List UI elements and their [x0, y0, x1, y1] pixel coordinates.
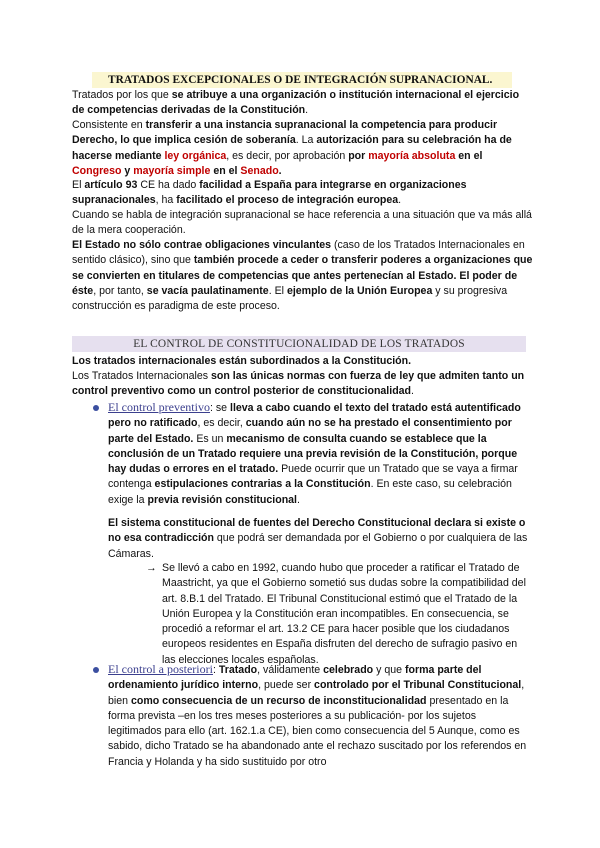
bold-text: ejemplo de la Unión Europea — [286, 284, 433, 297]
preventivo-paragraph — [108, 400, 528, 508]
maastricht-example: Se llevó a cabo en 1992, cuando hubo que proceder a ratificar el Tratado de Maastricht, ya que el Gobierno sometió sus dudas sobre la compatibilidad del art. 8.B.1 del Tratado. El Tribunal Constitucional estimó que el Tratado de la Unión Europea y la Constitución eran incompatibles. En consecuencia, se procedió a reformar el art. 13.2 CE para hacer posible que los ciudadanos europeos residentes en España disfruten del derecho de sufragio pasivo en las elecciones locales españolas. — [162, 562, 526, 666]
bold-text: artículo 93 — [84, 179, 138, 191]
posteriori-bullet-icon — [93, 667, 99, 673]
bold-text: estipulaciones contrarias a la Constitución — [154, 478, 371, 491]
section2-paragraph-1 — [72, 354, 534, 369]
text-run: Tratados por los que — [72, 89, 172, 101]
text-run: CE ha dado — [137, 179, 200, 191]
text-run: . — [411, 385, 414, 398]
section2-paragraph-2 — [72, 369, 534, 400]
bold-text: forma parte del ordenamiento jurídico interno — [108, 664, 482, 692]
text-run: , válidamente — [257, 664, 324, 676]
bold-text: celebrado — [323, 664, 374, 676]
bold-text: por — [348, 149, 369, 162]
section1-paragraph-4 — [72, 208, 534, 239]
bold-text: mecanismo de consulta cuando se establece que la conclusión de un Tratado requiere una previa revisión de la Constitución, porque hay dudas o errores en el tratado. — [108, 432, 518, 476]
bold-text: se atribuye a una organización o institución internacional el ejercicio de competencias derivadas de la Constitución — [72, 89, 520, 117]
text-run: Los Tratados Internacionales — [72, 370, 211, 382]
highlight-text: mayoría absoluta — [368, 149, 456, 162]
preventivo-body — [108, 402, 521, 506]
text-run: , ha — [155, 194, 177, 207]
posteriori-body — [108, 664, 526, 768]
text-run: , por tanto, — [93, 284, 147, 297]
bold-text: . — [278, 164, 282, 177]
text-run: Es un — [193, 432, 227, 445]
highlight-text: ley orgánica — [164, 149, 227, 162]
section1-paragraph-1 — [72, 88, 534, 119]
text-run: . El — [268, 284, 287, 297]
text-run: y que — [373, 664, 405, 676]
bold-text: cuando aún no se ha prestado el consentimiento por parte del Estado. — [108, 417, 512, 445]
text-run: El — [72, 179, 85, 191]
bold-text: controlado por el Tribunal Constitucional — [314, 679, 522, 692]
section2-heading: EL CONTROL DE CONSTITUCIONALIDAD DE LOS TRATADOS — [72, 336, 526, 352]
text-run: . — [297, 493, 300, 506]
section1-heading-text: TRATADOS EXCEPCIONALES O DE INTEGRACIÓN SUPRANACIONAL. — [108, 74, 493, 86]
text-run: Puede ocurrir que un Tratado que se vaya a firmar contenga — [108, 463, 518, 491]
section1-paragraph-3 — [72, 178, 534, 209]
bold-text: en el — [455, 149, 483, 162]
posteriori-title: El control a posteriori — [108, 662, 213, 676]
section1-heading — [92, 72, 512, 88]
bold-text: previa revisión constitucional — [147, 493, 298, 506]
text-run: , puede ser — [258, 679, 315, 692]
preventivo-paragraph-2 — [108, 516, 528, 562]
bold-text: Tratado — [218, 664, 258, 676]
highlight-text: Senado — [240, 164, 279, 177]
bold-text: facilidad a España para integrarse en organizaciones supranacionales — [72, 179, 467, 207]
bold-text: El sistema constitucional de fuentes del Derecho Constitucional declara si existe o no esa contradicción — [108, 517, 526, 545]
text-run: (caso de los Tratados Internacionales en sentido clásico), sino que — [72, 239, 525, 267]
bold-text: como consecuencia de un recurso de inconstitucionalidad — [130, 694, 427, 707]
text-run: Consistente en — [72, 119, 146, 131]
arrow-icon: → — [146, 562, 157, 574]
text-run: , es decir, — [197, 417, 246, 430]
bold-text: y — [121, 164, 134, 177]
bold-text: autorización para su celebración ha de hacerse mediante — [72, 134, 512, 162]
bold-text: se vacía paulatinamente — [146, 284, 269, 297]
text-run: . En este caso, su celebración exige la — [108, 478, 512, 506]
text-run: . — [305, 104, 309, 117]
bold-text: lleva a cabo cuando el texto del tratado está autentificado pero no ratificado — [108, 402, 521, 430]
bold-text: también procede a ceder o transferir poderes a organizaciones que se convierten en titulares de competencias que antes pertenecían al Estado. El poder de éste — [72, 254, 533, 297]
bold-text: El Estado no sólo contrae obligaciones vinculantes — [72, 239, 332, 251]
text-run: presentado en la forma prevista –en los tres meses posteriores a su publicación- por los sujetos legitimados para ello (art. 162.1.a CE), bien como consecuencia del 5 Aunque, como es sabido, dicho Tratado se ha abandonado ante el rechazo suscitado por los referendos en Francia y Holanda y ha sido sustituido por otro — [108, 694, 527, 768]
preventivo-title: El control preventivo — [108, 400, 210, 414]
posteriori-paragraph — [108, 662, 528, 770]
highlight-text: mayoría simple — [133, 164, 211, 177]
preventivo-bullet-icon — [93, 405, 99, 411]
text-run: . La — [295, 134, 317, 147]
text-run: Cuando se habla de integración supranacional se hace referencia a una situación que va más allá de la mera cooperación. — [72, 209, 532, 237]
text-run: , es decir, por aprobación — [226, 149, 349, 162]
section1-paragraph-5 — [72, 238, 534, 314]
bold-text: Los tratados internacionales están subordinados a la Constitución. — [72, 355, 412, 367]
section1-paragraph-2 — [72, 118, 534, 179]
bold-text: en el — [210, 164, 241, 177]
bold-text: transferir a una instancia supranacional la competencia para producir Derecho, lo que implica cesión de soberanía — [72, 119, 498, 147]
bold-text: facilitado el proceso de integración europea — [176, 194, 399, 207]
highlight-text: Congreso — [72, 164, 122, 177]
text-run: . — [398, 194, 402, 207]
text-run: y su progresiva construcción es paradigma de este proceso. — [72, 284, 508, 313]
bold-text: son las únicas normas con fuerza de ley que admiten tanto un control preventivo como un control posterior de constitucionalidad — [72, 370, 525, 398]
text-run: : se — [209, 402, 231, 414]
text-run: que podrá ser demandada por el Gobierno o por cualquiera de las Cámaras. — [108, 532, 528, 560]
text-run: , bien — [108, 679, 525, 707]
text-run: : — [212, 664, 219, 676]
